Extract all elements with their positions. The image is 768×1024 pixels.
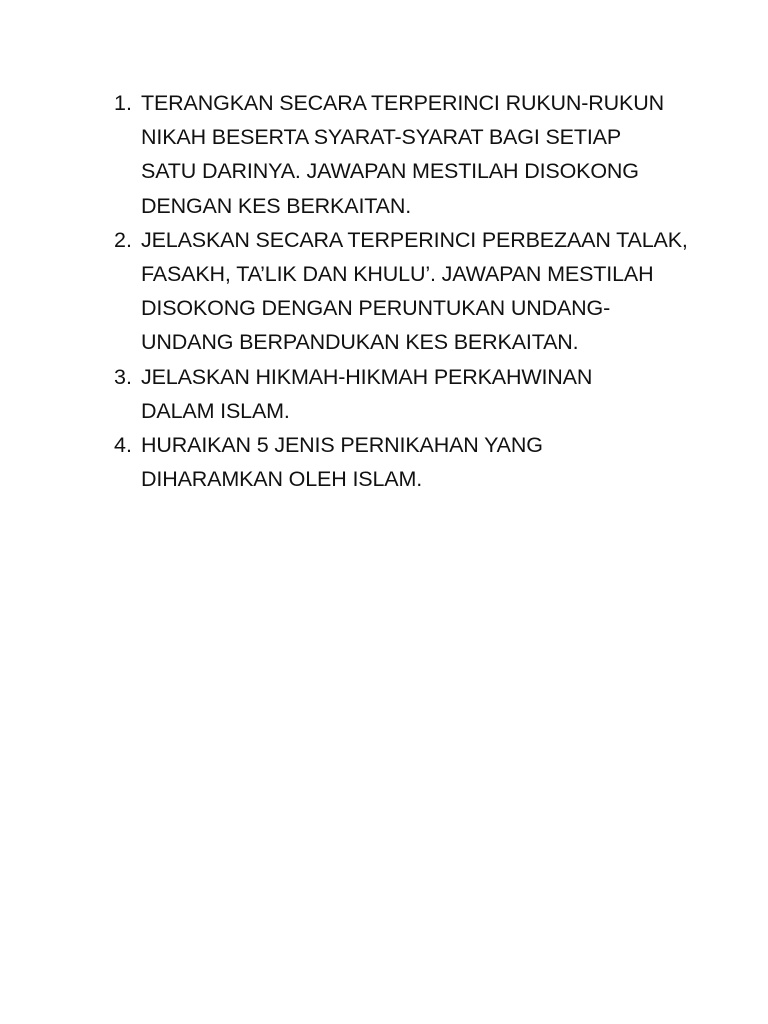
question-number: 1. <box>114 91 132 115</box>
question-text <box>141 223 694 360</box>
question-item <box>114 86 694 223</box>
question-number: 2. <box>114 227 132 252</box>
question-line: TERANGKAN SECARA TERPERINCI RUKUN-RUKUN <box>141 91 664 115</box>
question-line: SATU DARINYA. JAWAPAN MESTILAH DISOKONG <box>141 159 639 184</box>
question-number: 3. <box>114 364 132 389</box>
question-list <box>114 86 694 496</box>
question-line: NIKAH BESERTA SYARAT-SYARAT BAGI SETIAP <box>141 125 622 150</box>
question-line: DIHARAMKAN OLEH ISLAM. <box>141 467 423 492</box>
question-text <box>141 428 694 496</box>
question-number: 4. <box>114 433 132 458</box>
question-line: JELASKAN HIKMAH-HIKMAH PERKAHWINAN <box>141 364 593 389</box>
question-line: DENGAN KES BERKAITAN. <box>141 193 412 218</box>
question-item <box>114 223 694 360</box>
question-line: FASAKH, TA’LIK DAN KHULU’. JAWAPAN MESTILAH <box>141 262 654 287</box>
question-line: JELASKAN SECARA TERPERINCI PERBEZAAN TALAK, <box>141 227 688 252</box>
question-line: HURAIKAN 5 JENIS PERNIKAHAN YANG <box>141 433 543 458</box>
question-item <box>114 360 694 428</box>
question-item <box>114 428 694 496</box>
question-line: DISOKONG DENGAN PERUNTUKAN UNDANG- <box>141 296 611 321</box>
question-text <box>141 360 694 428</box>
question-line: UNDANG BERPANDUKAN KES BERKAITAN. <box>141 330 579 355</box>
question-line: DALAM ISLAM. <box>141 398 290 423</box>
question-text <box>141 86 694 223</box>
